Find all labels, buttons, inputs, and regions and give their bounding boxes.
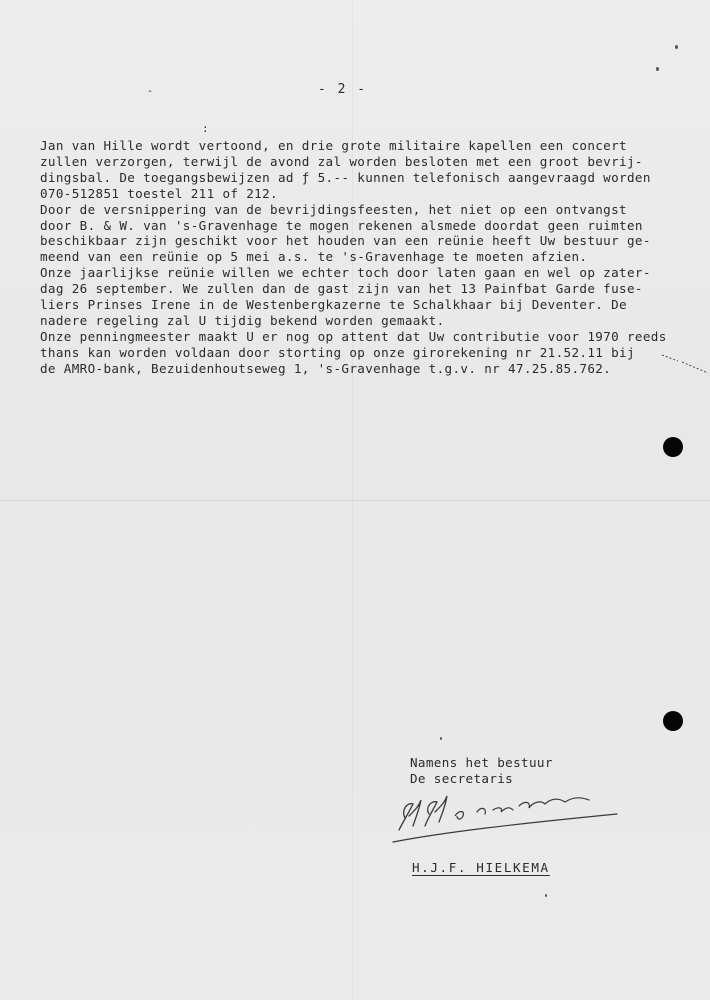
body-line: Door de versnippering van de bevrijdingsfeesten, het niet op een ontvangst [40,201,627,217]
signatory-name: H.J.F. HIELKEMA [412,860,550,875]
body-line: thans kan worden voldaan door storting op onze girorekening nr 21.52.11 bij [40,344,635,360]
body-line: de AMRO-bank, Bezuidenhoutseweg 1, 's-Gravenhage t.g.v. nr 47.25.85.762. [40,360,612,376]
paper-speck [656,67,659,71]
paper-fold-horizontal [0,500,710,501]
letter-body [40,138,680,377]
body-line: Onze penningmeester maakt U er nog op attent dat Uw contributie voor 1970 reeds [40,328,667,344]
paper-speck [545,894,547,897]
body-line: zullen verzorgen, terwijl de avond zal worden besloten met een groot bevrij- [40,153,643,169]
margin-dash-mark: - [147,86,154,97]
paper-speck [675,45,678,49]
closing-line-board: Namens het bestuur [410,755,553,770]
punch-hole-upper [663,437,683,457]
body-line: dag 26 september. We zullen dan de gast zijn van het 13 Painfbat Garde fuse- [40,281,643,297]
closing-line-secretary: De secretaris [410,770,514,786]
body-line: liers Prinses Irene in de Westenbergkazerne te Schalkhaar bij Deventer. De [40,297,627,313]
margin-tick-mark: : [202,122,209,135]
body-line: meend van een reünie op 5 mei a.s. te 's-Gravenhage te moeten afzien. [40,249,588,265]
body-line: nadere regeling zal U tijdig bekend worden gemaakt. [40,312,445,328]
body-line: beschikbaar zijn geschikt voor het houden van een reünie heeft Uw bestuur ge- [40,233,651,249]
punch-hole-lower [663,711,683,731]
paper-speck [440,737,442,740]
edge-scratch-mark [660,345,710,375]
body-line: Onze jaarlijkse reünie willen we echter toch door laten gaan en wel op zater- [40,265,651,281]
body-line: dingsbal. De toegangsbewijzen ad ƒ 5.-- kunnen telefonisch aangevraagd worden [40,169,651,185]
handwritten-signature [385,780,625,850]
body-line: door B. & W. van 's-Gravenhage te mogen rekenen alsmede doordat geen ruimten [40,217,643,233]
page-number: - 2 - [318,82,368,97]
body-line: 070-512851 toestel 211 of 212. [40,185,278,201]
body-line: Jan van Hille wordt vertoond, en drie grote militaire kapellen een concert [40,138,627,153]
